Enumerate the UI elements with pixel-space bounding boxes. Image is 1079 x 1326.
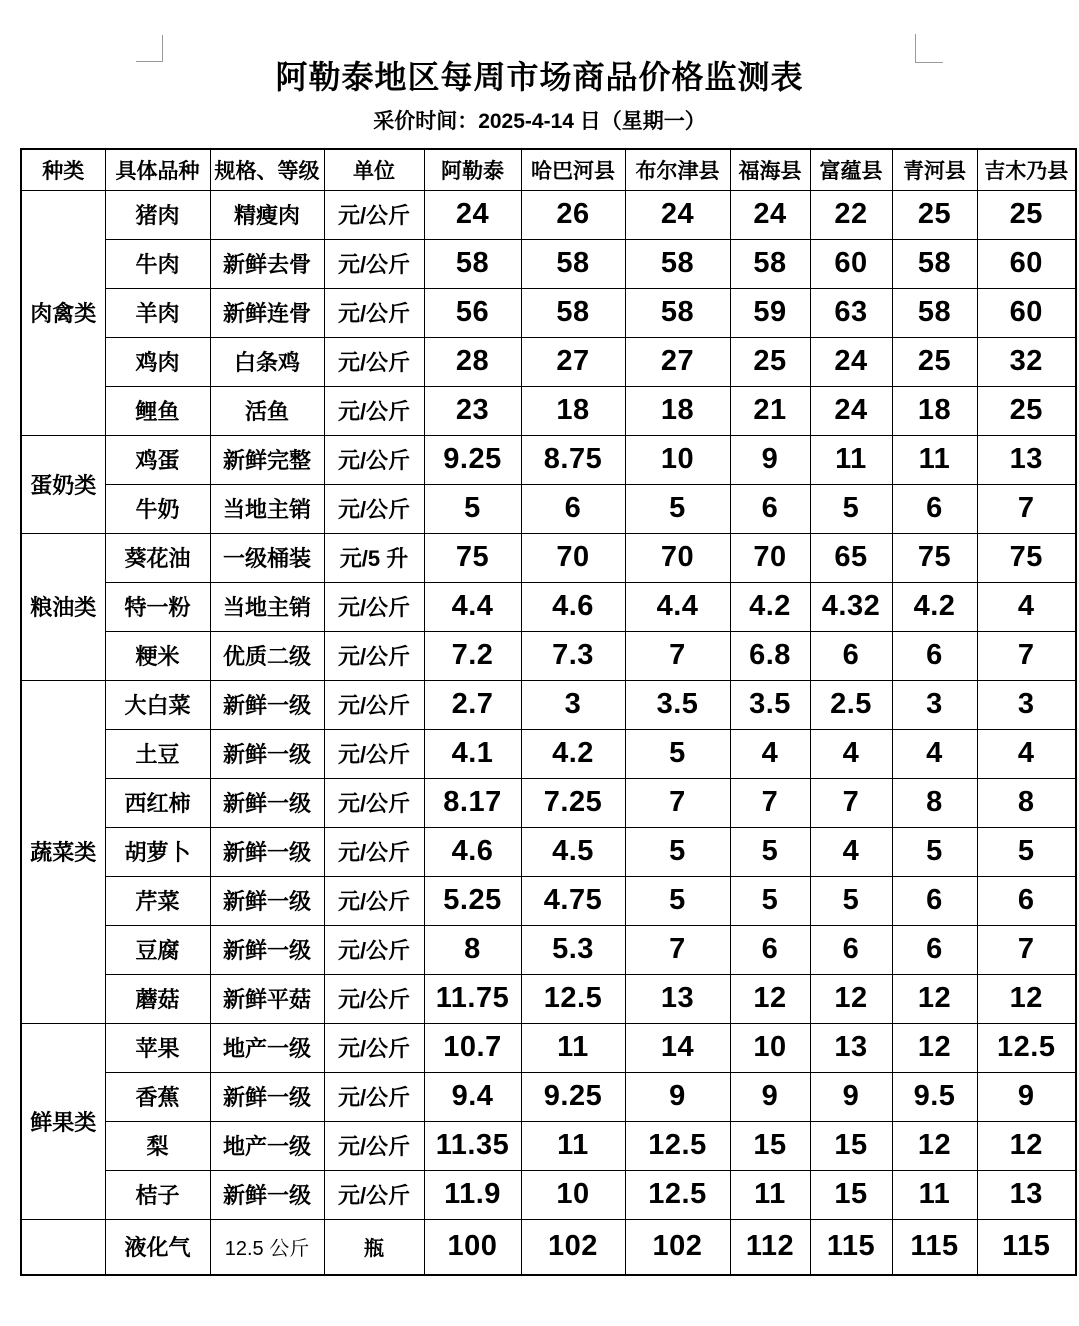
item-cell: 大白菜 [105,680,210,729]
price-cell: 9 [730,1072,810,1121]
column-header-4: 阿勒泰 [424,149,521,190]
unit-cell: 元/公斤 [324,1023,424,1072]
category-cell: 蔬菜类 [21,680,105,1023]
price-cell: 102 [625,1219,730,1275]
price-cell: 5 [810,876,892,925]
price-cell: 7 [810,778,892,827]
unit-cell: 元/公斤 [324,729,424,778]
price-cell: 4 [977,582,1076,631]
price-cell: 9 [977,1072,1076,1121]
price-cell: 58 [892,288,977,337]
item-cell: 粳米 [105,631,210,680]
spec-cell: 优质二级 [210,631,324,680]
table-row [21,827,1076,876]
price-cell: 13 [625,974,730,1023]
unit-cell: 元/公斤 [324,827,424,876]
unit-cell: 元/公斤 [324,1072,424,1121]
price-cell: 7.2 [424,631,521,680]
category-cell: 肉禽类 [21,190,105,435]
item-cell: 胡萝卜 [105,827,210,876]
price-cell: 2.7 [424,680,521,729]
item-cell: 特一粉 [105,582,210,631]
price-cell: 11.9 [424,1170,521,1219]
price-cell: 8 [892,778,977,827]
spec-cell: 新鲜一级 [210,729,324,778]
category-cell: 蛋奶类 [21,435,105,533]
spec-cell: 新鲜一级 [210,876,324,925]
price-cell: 58 [892,239,977,288]
unit-cell: 元/公斤 [324,1121,424,1170]
table-header-row [21,149,1076,190]
unit-cell: 元/公斤 [324,974,424,1023]
price-cell: 5 [977,827,1076,876]
price-cell: 12.5 [977,1023,1076,1072]
table-row [21,435,1076,484]
price-cell: 58 [521,288,625,337]
unit-cell: 元/公斤 [324,337,424,386]
price-cell: 112 [730,1219,810,1275]
spec-cell: 新鲜一级 [210,1170,324,1219]
table-row [21,239,1076,288]
price-cell: 12.5 [521,974,625,1023]
price-cell: 25 [892,190,977,239]
column-header-0: 种类 [21,149,105,190]
price-cell: 6 [730,484,810,533]
price-cell: 5.3 [521,925,625,974]
price-cell: 4 [892,729,977,778]
item-cell: 鲤鱼 [105,386,210,435]
item-cell: 鸡蛋 [105,435,210,484]
category-cell: 粮油类 [21,533,105,680]
price-cell: 12 [892,974,977,1023]
price-cell: 12 [977,1121,1076,1170]
column-header-3: 单位 [324,149,424,190]
table-row [21,337,1076,386]
price-cell: 6 [810,925,892,974]
price-cell: 7.3 [521,631,625,680]
column-header-6: 布尔津县 [625,149,730,190]
item-cell: 西红柿 [105,778,210,827]
price-cell: 5 [892,827,977,876]
item-cell: 猪肉 [105,190,210,239]
table-row [21,876,1076,925]
price-cell: 26 [521,190,625,239]
price-cell: 9.25 [521,1072,625,1121]
price-cell: 7 [730,778,810,827]
unit-cell: 元/公斤 [324,484,424,533]
price-cell: 4.2 [521,729,625,778]
price-cell: 4.6 [521,582,625,631]
table-row [21,778,1076,827]
price-cell: 25 [892,337,977,386]
price-cell: 65 [810,533,892,582]
table-row [21,1072,1076,1121]
price-cell: 9 [625,1072,730,1121]
price-cell: 12 [730,974,810,1023]
price-cell: 4.75 [521,876,625,925]
price-cell: 4 [810,729,892,778]
price-cell: 5 [810,484,892,533]
price-cell: 12 [810,974,892,1023]
price-cell: 24 [424,190,521,239]
price-cell: 10 [521,1170,625,1219]
price-cell: 6.8 [730,631,810,680]
item-cell: 土豆 [105,729,210,778]
spec-cell: 新鲜连骨 [210,288,324,337]
price-cell: 115 [810,1219,892,1275]
spec-cell: 一级桶装 [210,533,324,582]
price-cell: 3 [521,680,625,729]
price-cell: 8 [424,925,521,974]
price-cell: 4.5 [521,827,625,876]
price-cell: 58 [521,239,625,288]
price-cell: 18 [892,386,977,435]
price-cell: 6 [892,631,977,680]
column-header-5: 哈巴河县 [521,149,625,190]
spec-cell: 白条鸡 [210,337,324,386]
table-row [21,1170,1076,1219]
spec-cell: 当地主销 [210,582,324,631]
price-cell: 12.5 [625,1170,730,1219]
spec-cell: 新鲜完整 [210,435,324,484]
item-cell: 牛肉 [105,239,210,288]
price-cell: 7 [625,778,730,827]
price-cell: 5 [625,729,730,778]
price-cell: 58 [625,239,730,288]
price-cell: 60 [977,288,1076,337]
price-cell: 59 [730,288,810,337]
column-header-2: 规格、等级 [210,149,324,190]
price-cell: 70 [625,533,730,582]
price-cell: 8 [977,778,1076,827]
table-row [21,484,1076,533]
price-cell: 15 [810,1170,892,1219]
table-row [21,1219,1076,1275]
category-cell [21,1219,105,1275]
item-cell: 香蕉 [105,1072,210,1121]
price-cell: 5 [730,827,810,876]
price-cell: 3.5 [625,680,730,729]
unit-cell: 元/公斤 [324,631,424,680]
price-cell: 11 [521,1121,625,1170]
table-row [21,925,1076,974]
price-cell: 11 [810,435,892,484]
spec-cell: 新鲜一级 [210,1072,324,1121]
price-cell: 4.32 [810,582,892,631]
spec-cell: 12.5 公斤 [210,1219,324,1275]
table-row [21,631,1076,680]
unit-cell: 元/公斤 [324,190,424,239]
spec-cell: 新鲜一级 [210,925,324,974]
price-cell: 3.5 [730,680,810,729]
spec-cell: 地产一级 [210,1121,324,1170]
price-cell: 4 [810,827,892,876]
price-cell: 9.25 [424,435,521,484]
price-cell: 58 [625,288,730,337]
spec-cell: 新鲜一级 [210,827,324,876]
price-cell: 3 [977,680,1076,729]
unit-cell: 元/公斤 [324,680,424,729]
price-cell: 10 [730,1023,810,1072]
item-cell: 梨 [105,1121,210,1170]
price-cell: 11.35 [424,1121,521,1170]
price-cell: 58 [730,239,810,288]
survey-date: 采价时间：2025-4-14 日（星期一） [373,110,706,133]
unit-cell: 元/公斤 [324,582,424,631]
price-cell: 6 [810,631,892,680]
spec-cell: 当地主销 [210,484,324,533]
price-cell: 70 [521,533,625,582]
table-row [21,1023,1076,1072]
category-cell: 鲜果类 [21,1023,105,1219]
price-cell: 27 [521,337,625,386]
unit-cell: 元/公斤 [324,778,424,827]
unit-cell: 元/公斤 [324,386,424,435]
price-cell: 12 [892,1121,977,1170]
spec-cell: 地产一级 [210,1023,324,1072]
item-cell: 羊肉 [105,288,210,337]
price-cell: 15 [810,1121,892,1170]
table-row [21,1121,1076,1170]
item-cell: 液化气 [105,1219,210,1275]
price-cell: 3 [892,680,977,729]
price-cell: 115 [977,1219,1076,1275]
price-cell: 11.75 [424,974,521,1023]
price-cell: 6 [730,925,810,974]
price-cell: 4.4 [625,582,730,631]
price-cell: 4.6 [424,827,521,876]
price-cell: 60 [810,239,892,288]
price-cell: 4.1 [424,729,521,778]
price-cell: 12.5 [625,1121,730,1170]
price-cell: 7 [977,484,1076,533]
price-cell: 13 [977,1170,1076,1219]
price-cell: 10.7 [424,1023,521,1072]
price-cell: 11 [730,1170,810,1219]
price-cell: 9.4 [424,1072,521,1121]
price-cell: 21 [730,386,810,435]
price-cell: 24 [810,386,892,435]
price-cell: 25 [977,190,1076,239]
price-cell: 15 [730,1121,810,1170]
price-cell: 5.25 [424,876,521,925]
price-cell: 12 [892,1023,977,1072]
price-cell: 13 [810,1023,892,1072]
spec-cell: 精瘦肉 [210,190,324,239]
table-row [21,582,1076,631]
item-cell: 豆腐 [105,925,210,974]
spec-cell: 新鲜一级 [210,680,324,729]
price-cell: 102 [521,1219,625,1275]
price-cell: 5 [424,484,521,533]
price-cell: 7 [977,925,1076,974]
table-row [21,974,1076,1023]
price-cell: 11 [892,1170,977,1219]
price-cell: 25 [730,337,810,386]
price-cell: 4.4 [424,582,521,631]
price-cell: 18 [521,386,625,435]
price-cell: 75 [892,533,977,582]
item-cell: 葵花油 [105,533,210,582]
table-row [21,386,1076,435]
spec-cell: 活鱼 [210,386,324,435]
price-cell: 10 [625,435,730,484]
price-cell: 27 [625,337,730,386]
price-cell: 6 [521,484,625,533]
margin-corner-mark-left [136,35,163,62]
unit-cell: 元/公斤 [324,1170,424,1219]
price-cell: 70 [730,533,810,582]
price-cell: 24 [730,190,810,239]
price-cell: 7 [625,925,730,974]
item-cell: 牛奶 [105,484,210,533]
price-cell: 7.25 [521,778,625,827]
price-cell: 75 [424,533,521,582]
item-cell: 蘑菇 [105,974,210,1023]
price-cell: 5 [625,876,730,925]
spec-cell: 新鲜去骨 [210,239,324,288]
price-cell: 12 [977,974,1076,1023]
unit-cell: 元/公斤 [324,435,424,484]
item-cell: 桔子 [105,1170,210,1219]
item-cell: 苹果 [105,1023,210,1072]
price-cell: 6 [892,925,977,974]
price-cell: 6 [977,876,1076,925]
price-cell: 5 [730,876,810,925]
unit-cell: 元/5 升 [324,533,424,582]
price-cell: 13 [977,435,1076,484]
price-cell: 8.75 [521,435,625,484]
price-cell: 4 [730,729,810,778]
price-cell: 6 [892,876,977,925]
column-header-10: 吉木乃县 [977,149,1076,190]
price-cell: 5 [625,827,730,876]
price-cell: 56 [424,288,521,337]
price-cell: 14 [625,1023,730,1072]
price-cell: 11 [892,435,977,484]
price-table [20,148,1077,1276]
unit-cell: 元/公斤 [324,288,424,337]
unit-cell: 元/公斤 [324,876,424,925]
price-cell: 58 [424,239,521,288]
price-cell: 60 [977,239,1076,288]
table-row [21,190,1076,239]
price-cell: 22 [810,190,892,239]
price-cell: 18 [625,386,730,435]
column-header-7: 福海县 [730,149,810,190]
price-cell: 4.2 [730,582,810,631]
price-cell: 6 [892,484,977,533]
spec-cell: 新鲜一级 [210,778,324,827]
price-cell: 4 [977,729,1076,778]
column-header-1: 具体品种 [105,149,210,190]
spec-cell: 新鲜平菇 [210,974,324,1023]
price-cell: 24 [625,190,730,239]
price-cell: 8.17 [424,778,521,827]
price-cell: 28 [424,337,521,386]
margin-corner-mark-right [915,34,943,63]
price-cell: 63 [810,288,892,337]
price-cell: 24 [810,337,892,386]
table-row [21,288,1076,337]
table-row [21,680,1076,729]
page-title: 阿勒泰地区每周市场商品价格监测表 [275,59,804,95]
price-cell: 23 [424,386,521,435]
price-cell: 2.5 [810,680,892,729]
price-cell: 115 [892,1219,977,1275]
price-cell: 25 [977,386,1076,435]
price-cell: 11 [521,1023,625,1072]
price-cell: 7 [625,631,730,680]
price-cell: 32 [977,337,1076,386]
price-cell: 100 [424,1219,521,1275]
item-cell: 芹菜 [105,876,210,925]
price-cell: 9 [810,1072,892,1121]
column-header-9: 青河县 [892,149,977,190]
price-cell: 7 [977,631,1076,680]
unit-cell: 元/公斤 [324,925,424,974]
price-cell: 75 [977,533,1076,582]
price-cell: 5 [625,484,730,533]
price-cell: 4.2 [892,582,977,631]
table-row [21,533,1076,582]
table-row [21,729,1076,778]
unit-cell: 元/公斤 [324,239,424,288]
price-cell: 9.5 [892,1072,977,1121]
unit-cell: 瓶 [324,1219,424,1275]
price-cell: 9 [730,435,810,484]
column-header-8: 富蕴县 [810,149,892,190]
item-cell: 鸡肉 [105,337,210,386]
